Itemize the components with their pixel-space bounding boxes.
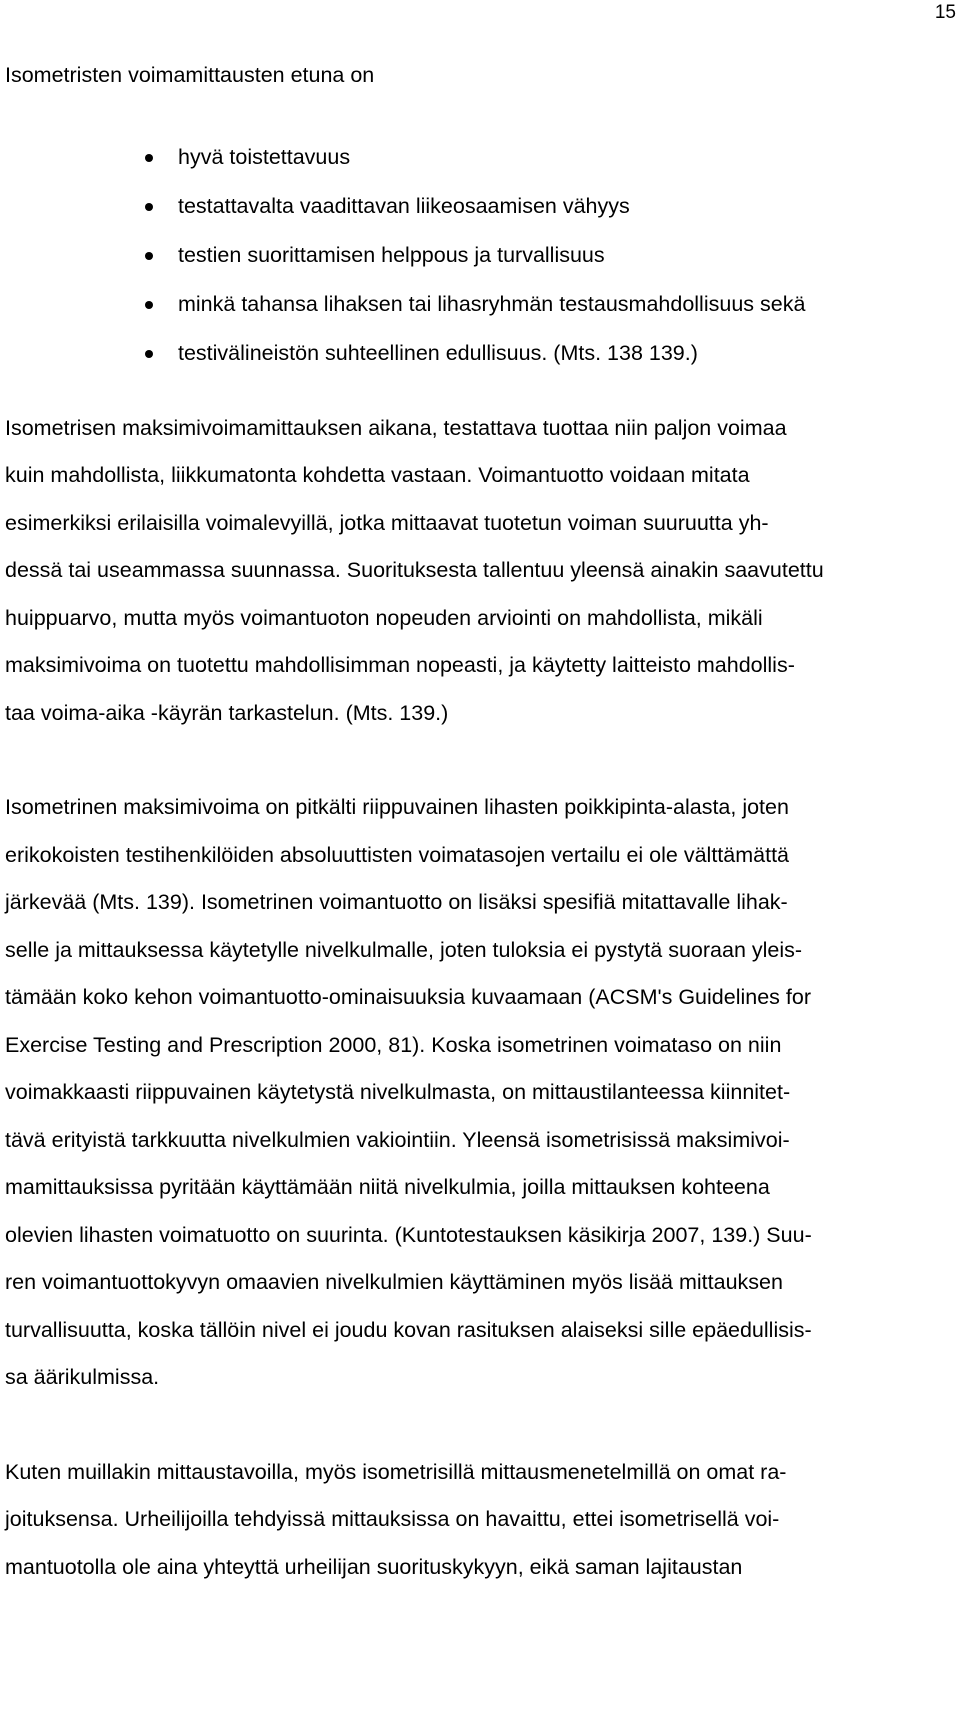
list-item [5,133,951,182]
page-number: 15 [934,2,956,23]
paragraph: Kuten muillakin mittaustavoilla, myös isometrisillä mittausmenetelmillä on omat ra- joituksensa. Urheilijoilla tehdyissä mittauksissa on havaittu, ettei isometrisellä voi- mantuotolla ole aina yhteyttä urheilijan suorituskykyyn, eikä saman lajitaustan [5,1459,787,1579]
list-item-text: hyvä toistettavuus [178,144,351,169]
advantages-list [5,133,951,378]
list-item [5,182,951,231]
list-item [5,231,951,280]
intro-text: Isometristen voimamittausten etuna on [5,63,375,87]
bullet-icon [145,252,153,260]
list-item [5,329,951,378]
bullet-icon [145,350,153,358]
bullet-icon [145,203,153,211]
list-item-text: minkä tahansa lihaksen tai lihasryhmän testausmahdollisuus sekä [178,291,806,316]
list-item-text: testattavalta vaadittavan liikeosaamisen vähyys [178,193,630,218]
document-body [5,52,951,1638]
bullet-icon [145,301,153,309]
bullet-icon [145,154,153,162]
list-item-text: testien suorittamisen helppous ja turvallisuus [178,242,605,267]
paragraph: Isometrisen maksimivoimamittauksen aikana, testattava tuottaa niin paljon voimaa kuin mahdollista, liikkumatonta kohdetta vastaan. Voimantuotto voidaan mitata esimerkiksi erilaisilla voimalevyillä, jotka mittaavat tuotetun voiman suuruutta yh- dessä tai useammassa suunnassa. Suorituksesta tallentuu yleensä ainakin saavutettu huippuarvo, mutta myös voimantuoton nopeuden arviointi on mahdollista, mikäli maksimivoima on tuotettu mahdollisimman nopeasti, ja käytetty laitteisto mahdollis- taa voima-aika -käyrän tarkastelun. (Mts. 139.) [5,415,824,725]
list-item-text: testivälineistön suhteellinen edullisuus. (Mts. 138 139.) [178,340,698,365]
list-item [5,280,951,329]
paragraph: Isometrinen maksimivoima on pitkälti riippuvainen lihasten poikkipinta-alasta, joten erikokoisten testihenkilöiden absoluuttisten voimatasojen vertailu ei ole välttämättä järkevää (Mts. 139). Isometrinen voimantuotto on lisäksi spesifiä mitattavalle lihak- selle ja mittauksessa käytetylle nivelkulmalle, joten tuloksia ei pystytä suoraan yleis- tämään koko kehon voimantuotto-ominaisuuksia kuvaamaan (ACSM's Guidelines for Exercise Testing and Prescription 2000, 81). Koska isometrinen voimataso on niin voimakkaasti riippuvainen käytetystä nivelkulmasta, on mittaustilanteessa kiinnitet- tävä erityistä tarkkuutta nivelkulmien vakiointiin. Yleensä isometrisissä maksimivoi- mamittauksissa pyritään käyttämään niitä nivelkulmia, joilla mittauksen kohteena olevien lihasten voimatuotto on suurinta. (Kuntotestauksen käsikirja 2007, 139.) Suu- ren voimantuottokyvyn omaavien nivelkulmien käyttäminen myös lisää mittauksen turvallisuutta, koska tällöin nivel ei joudu kovan rasituksen alaiseksi sille epäedullisis- sa äärikulmissa. [5,795,812,1389]
